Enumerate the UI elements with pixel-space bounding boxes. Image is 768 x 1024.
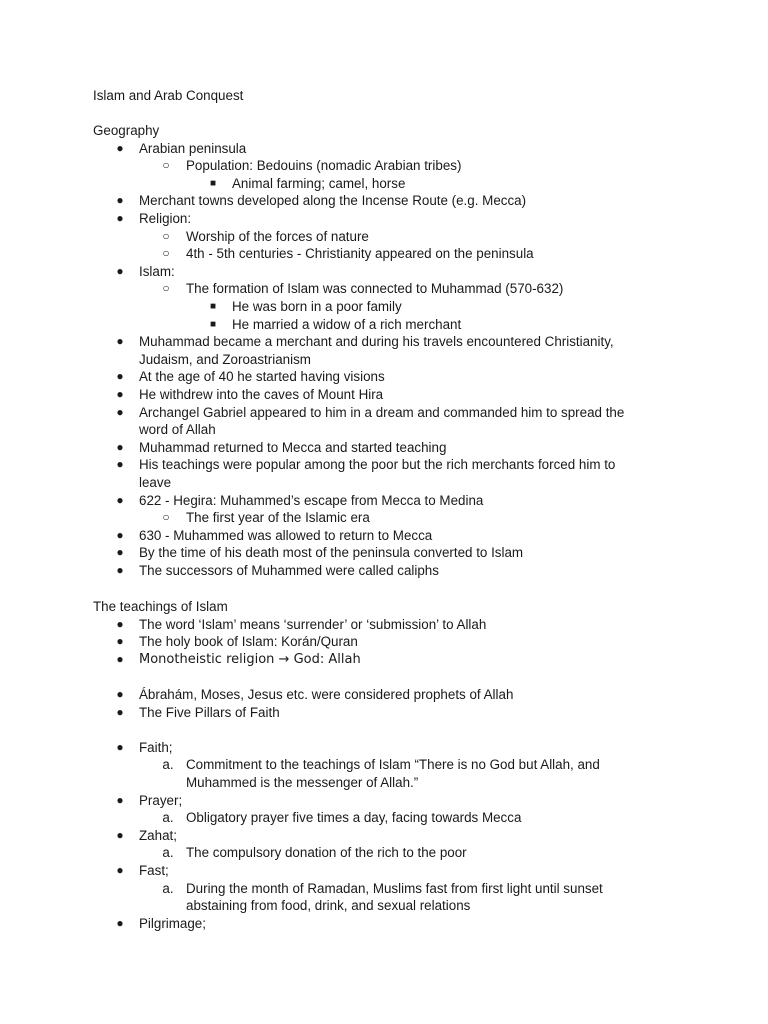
list-item <box>0 351 700 368</box>
bullet-bullet-icon: ● <box>116 916 124 930</box>
list-item-text: Fast; <box>139 863 169 878</box>
list-item-text: Zahat; <box>139 828 177 843</box>
list-item <box>0 228 700 245</box>
bullet-bullet-icon: ● <box>116 405 124 419</box>
list-item <box>0 386 700 403</box>
list-item-text: Religion: <box>139 211 192 226</box>
list-item-text: By the time of his death most of the peninsula converted to Islam <box>139 545 524 560</box>
list-item <box>0 774 700 791</box>
list-item-text: Monotheistic religion → God: Allah <box>139 652 361 667</box>
list-item-text: Archangel Gabriel appeared to him in a dream and commanded him to spread the <box>139 405 625 420</box>
list-item-text: 630 - Muhammed was allowed to return to Mecca <box>139 528 433 543</box>
list-item <box>0 721 700 738</box>
list-item-text: Prayer; <box>139 793 183 808</box>
list-item-text: He was born in a poor family <box>232 299 402 314</box>
list-item-text: Animal farming; camel, horse <box>232 176 406 191</box>
section-heading: The teachings of Islam <box>93 599 228 614</box>
list-item <box>0 792 700 809</box>
list-item <box>0 210 700 227</box>
list-item-text: leave <box>139 475 172 490</box>
list-number: a. <box>162 881 174 896</box>
list-item <box>0 175 700 192</box>
list-item-text: Commitment to the teachings of Islam “There is no God but Allah, and <box>186 757 600 772</box>
bullet-bullet-icon: ● <box>116 634 124 648</box>
bullet-bullet-icon: ● <box>116 617 124 631</box>
list-item <box>0 280 700 297</box>
list-item-text: The word ‘Islam’ means ‘surrender’ or ‘submission’ to Allah <box>139 617 487 632</box>
list-number: a. <box>162 757 174 772</box>
list-item-text: He withdrew into the caves of Mount Hira <box>139 387 384 402</box>
list-item-text: During the month of Ramadan, Muslims fast from first light until sunset <box>186 881 603 896</box>
bullet-bullet-icon: ● <box>116 563 124 577</box>
list-item-text: Obligatory prayer five times a day, facing towards Mecca <box>186 810 522 825</box>
list-number: a. <box>162 810 174 825</box>
section-heading: Geography <box>93 123 160 138</box>
list-item <box>0 651 700 668</box>
list-item-text: Muhammed is the messenger of Allah.” <box>186 775 419 790</box>
square-bullet-icon: ■ <box>209 319 217 330</box>
bullet-bullet-icon: ● <box>116 334 124 348</box>
list-item-text: Judaism, and Zoroastrianism <box>139 352 311 367</box>
bullet-bullet-icon: ● <box>116 141 124 155</box>
list-item-text: Arabian peninsula <box>139 141 247 156</box>
list-item-text: Population: Bedouins (nomadic Arabian tribes) <box>186 158 462 173</box>
list-item <box>0 263 700 280</box>
list-item <box>0 562 700 579</box>
list-item <box>0 140 700 157</box>
bullet-bullet-icon: ● <box>116 828 124 842</box>
list-item-text: He married a widow of a rich merchant <box>232 317 462 332</box>
list-item <box>0 157 700 174</box>
list-item <box>0 492 700 509</box>
bullet-bullet-icon: ● <box>116 545 124 559</box>
list-item-text: The formation of Islam was connected to Muhammad (570-632) <box>186 281 564 296</box>
bullet-bullet-icon: ● <box>116 740 124 754</box>
list-item-text: Merchant towns developed along the Incense Route (e.g. Mecca) <box>139 193 527 208</box>
list-item <box>0 756 700 773</box>
bullet-bullet-icon: ● <box>116 457 124 471</box>
bullet-bullet-icon: ● <box>116 528 124 542</box>
document-title: Islam and Arab Conquest <box>93 88 244 103</box>
list-item <box>0 439 700 456</box>
square-bullet-icon: ■ <box>209 178 217 189</box>
bullet-bullet-icon: ● <box>116 440 124 454</box>
list-item <box>0 544 700 561</box>
bullet-bullet-icon: ● <box>116 369 124 383</box>
bullet-bullet-icon: ● <box>116 211 124 225</box>
list-item <box>0 245 700 262</box>
bullet-bullet-icon: ● <box>116 652 124 666</box>
list-item <box>0 456 700 473</box>
bullet-bullet-icon: ● <box>116 705 124 719</box>
list-item-text: The successors of Muhammed were called caliphs <box>139 563 439 578</box>
list-item <box>0 668 700 685</box>
bullet-bullet-icon: ● <box>116 793 124 807</box>
list-item-text: Islam: <box>139 264 175 279</box>
list-item <box>0 862 700 879</box>
list-item <box>0 633 700 650</box>
list-item-text: word of Allah <box>139 422 216 437</box>
list-item <box>0 686 700 703</box>
bullet-bullet-icon: ● <box>116 863 124 877</box>
list-item-text: The compulsory donation of the rich to the poor <box>186 845 467 860</box>
list-item-text: At the age of 40 he started having visions <box>139 369 385 384</box>
list-item <box>0 704 700 721</box>
circle-bullet-icon: ○ <box>162 158 170 172</box>
square-bullet-icon: ■ <box>209 301 217 312</box>
list-item <box>0 809 700 826</box>
list-item <box>0 421 700 438</box>
list-item-text: His teachings were popular among the poor but the rich merchants forced him to <box>139 457 616 472</box>
list-item <box>0 897 700 914</box>
bullet-bullet-icon: ● <box>116 387 124 401</box>
list-item-text: 622 - Hegira: Muhammed’s escape from Mecca to Medina <box>139 493 484 508</box>
list-item <box>0 827 700 844</box>
list-item <box>0 527 700 544</box>
list-item-text: The Five Pillars of Faith <box>139 705 280 720</box>
list-item <box>0 509 700 526</box>
list-item-text: 4th - 5th centuries - Christianity appeared on the peninsula <box>186 246 534 261</box>
list-item <box>0 739 700 756</box>
list-item <box>0 915 700 932</box>
list-item-text: Muhammad became a merchant and during his travels encountered Christianity, <box>139 334 614 349</box>
list-item <box>0 333 700 350</box>
circle-bullet-icon: ○ <box>162 246 170 260</box>
list-item <box>0 298 700 315</box>
list-item <box>0 368 700 385</box>
list-item-text: Pilgrimage; <box>139 916 206 931</box>
circle-bullet-icon: ○ <box>162 281 170 295</box>
list-item <box>0 192 700 209</box>
list-item <box>0 316 700 333</box>
list-item-text: The first year of the Islamic era <box>186 510 370 525</box>
circle-bullet-icon: ○ <box>162 229 170 243</box>
list-item <box>0 404 700 421</box>
list-item-text: The holy book of Islam: Korán/Quran <box>139 634 358 649</box>
list-item <box>0 474 700 491</box>
list-item-text: Ábrahám, Moses, Jesus etc. were considered prophets of Allah <box>139 687 514 702</box>
bullet-bullet-icon: ● <box>116 264 124 278</box>
list-item <box>0 880 700 897</box>
list-item <box>0 844 700 861</box>
bullet-bullet-icon: ● <box>116 193 124 207</box>
list-number: a. <box>162 845 174 860</box>
list-item-text: Faith; <box>139 740 173 755</box>
bullet-bullet-icon: ● <box>116 493 124 507</box>
list-item-text: Worship of the forces of nature <box>186 229 369 244</box>
list-item <box>0 616 700 633</box>
circle-bullet-icon: ○ <box>162 510 170 524</box>
list-item-text: Muhammad returned to Mecca and started teaching <box>139 440 447 455</box>
bullet-bullet-icon: ● <box>116 687 124 701</box>
list-item-text: abstaining from food, drink, and sexual relations <box>186 898 471 913</box>
